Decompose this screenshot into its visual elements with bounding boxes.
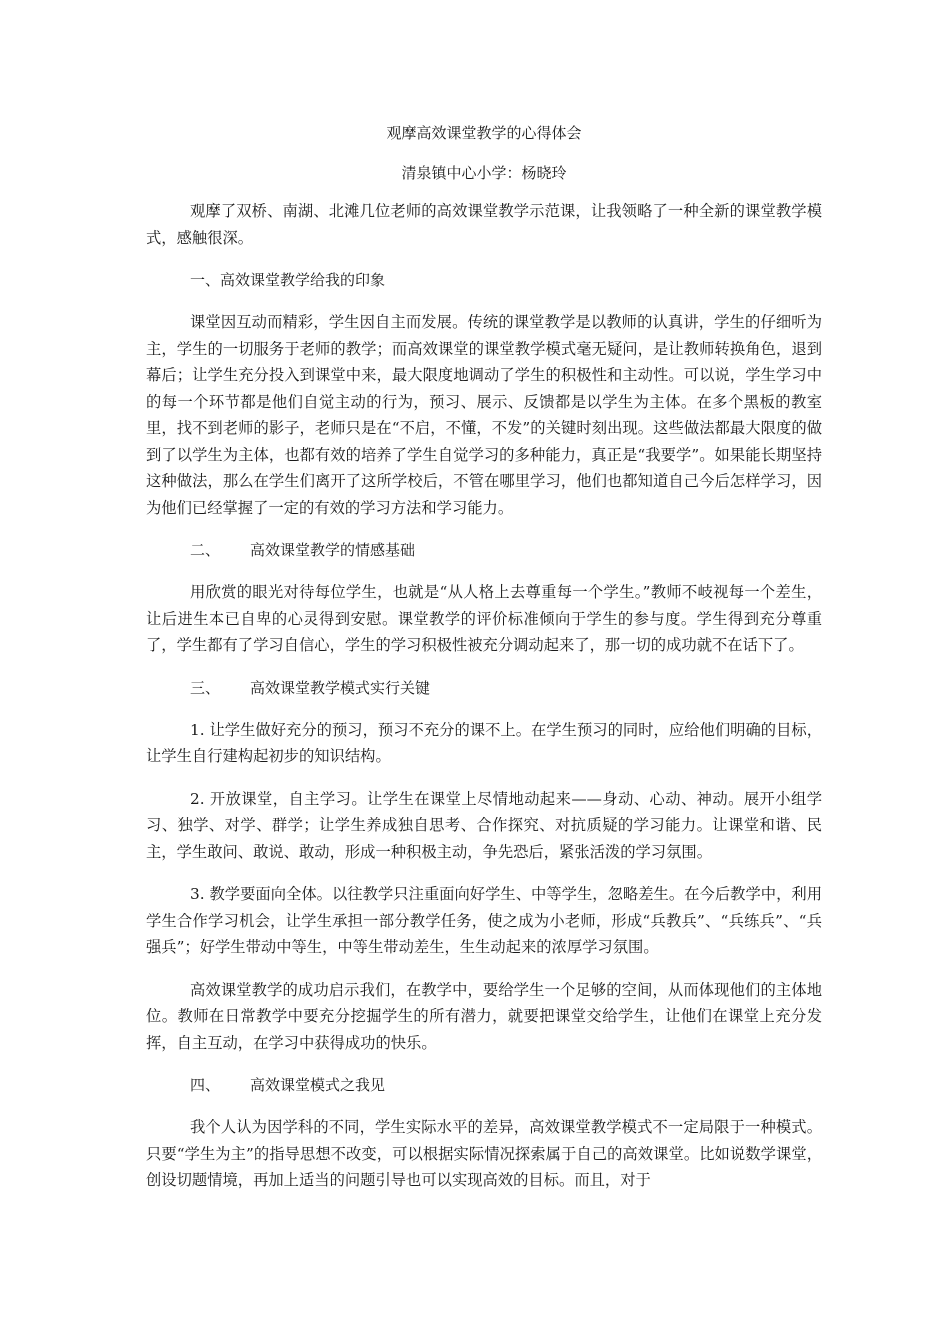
section-2-body: 用欣赏的眼光对待每位学生，也就是“从人格上去尊重每一个学生。”教师不岐视每一个差生，让后进生本已自卑的心灵得到安慰。课堂教学的评价标准倾向于学生的参与度。学生得到充分尊重了，学生都有了学习自信心，学生的学习积极性被充分调动起来了，那一切的成功就不在话下了。 (146, 583, 822, 654)
section-3-item-2: 2. 开放课堂，自主学习。让学生在课堂上尽情地动起来——身动、心动、神动。展开小组学习、独学、对学、群学；让学生养成独自思考、合作探究、对抗质疑的学习能力。让课堂和谐、民主，学生敢问、敢说、敢动，形成一种积极主动，争先恐后，紧张活泼的学习氛围。 (146, 789, 822, 861)
section-3-summary: 高效课堂教学的成功启示我们，在教学中，要给学生一个足够的空间，从而体现他们的主体地位。教师在日常教学中要充分挖掘学生的所有潜力，就要把课堂交给学生，让他们在课堂上充分发挥，自主互动，在学习中获得成功的快乐。 (146, 980, 822, 1052)
section-4-body: 我个人认为因学科的不同，学生实际水平的差异，高效课堂教学模式不一定局限于一种模式。只要“学生为主”的指导思想不改变，可以根据实际情况探索属于自己的高效课堂。比如说数学课堂，创设切题情境，再加上适当的问题引导也可以实现高效的目标。而且，对于 (146, 1118, 822, 1189)
section-1-body: 课堂因互动而精彩，学生因自主而发展。传统的课堂教学是以教师的认真讲，学生的仔细听为主，学生的一切服务于老师的教学；而高效课堂的课堂教学模式毫无疑问，是让教师转换角色，退到幕后；让学生充分投入到课堂中来，最大限度地调动了学生的积极性和主动性。可以说，学生学习中的每一个环节都是他们自觉主动的行为，预习、展示、反馈都是以学生为主体。在多个黑板的教室里，找不到老师的影子，老师只是在“不启，不懂，不发”的关键时刻出现。这些做法都最大限度的做到了以学生为主体，也都有效的培养了学生自觉学习的多种能力，真正是“我要学”。如果能长期坚持这种做法，那么在学生们离开了这所学校后，不管在哪里学习，他们也都知道自己今后怎样学习，因为他们已经掌握了一定的有效的学习方法和学习能力。 (146, 313, 822, 517)
section-3-title: 高效课堂教学模式实行关键 (250, 678, 431, 697)
section-3-item-3: 3. 教学要面向全体。以往教学只注重面向好学生、中等学生，忽略差生。在今后教学中，利用学生合作学习机会，让学生承担一部分教学任务，使之成为小老师，形成“兵教兵”、“兵练兵”、“兵强兵”；好学生带动中等生，中等生带动差生，生生动起来的浓厚学习氛围。 (146, 885, 822, 956)
section-2-number: 二、 (190, 541, 221, 559)
section-1-heading: 一、高效课堂教学给我的印象 (190, 271, 386, 289)
section-4-heading (146, 1072, 822, 1098)
document-author: 清泉镇中心小学：杨晓玲 (401, 164, 567, 182)
document-title: 观摩高效课堂教学的心得体会 (386, 124, 582, 142)
intro-paragraph: 观摩了双桥、南湖、北滩几位老师的高效课堂教学示范课，让我领略了一种全新的课堂教学模式，感触很深。 (146, 202, 822, 247)
section-4-number: 四、 (190, 1076, 221, 1094)
section-3-number: 三、 (190, 678, 221, 697)
section-3-item-1: 1. 让学生做好充分的预习，预习不充分的课不上。在学生预习的同时，应给他们明确的目标，让学生自行建构起初步的知识结构。 (146, 720, 822, 765)
section-4-title: 高效课堂模式之我见 (250, 1076, 386, 1094)
section-2-title: 高效课堂教学的情感基础 (250, 541, 416, 559)
document-page (146, 120, 822, 1210)
section-3-heading (146, 675, 822, 701)
section-2-heading (146, 537, 822, 563)
